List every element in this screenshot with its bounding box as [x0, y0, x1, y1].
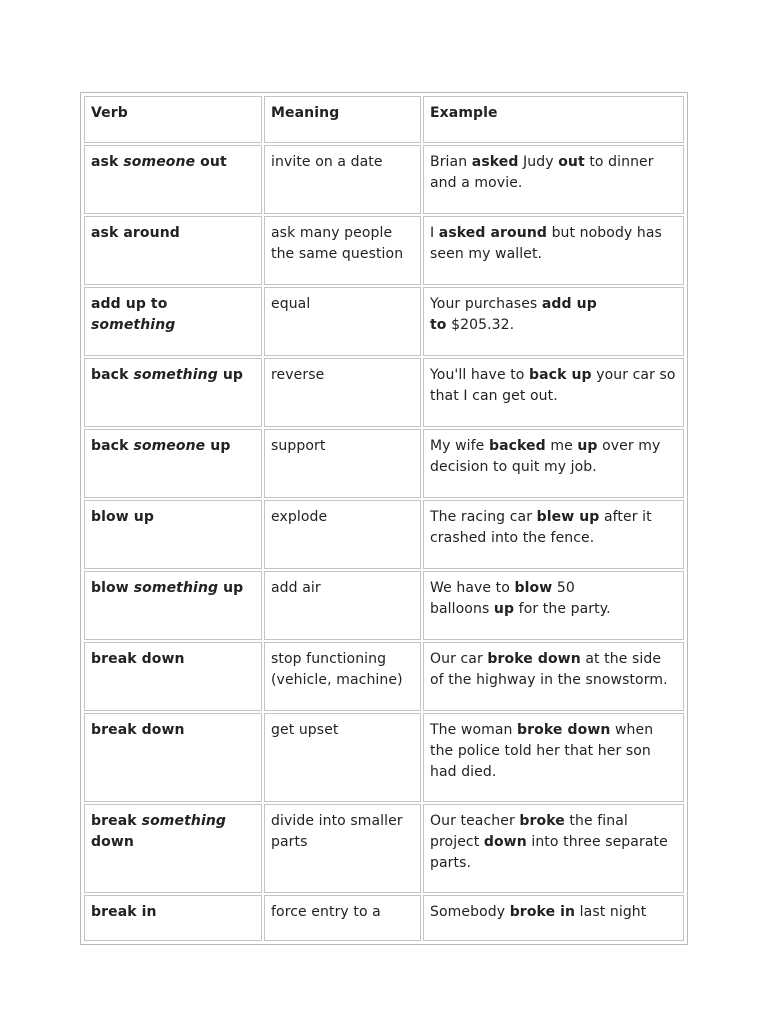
verb-cell: [84, 287, 262, 356]
table-row: [84, 713, 684, 802]
table-row: [84, 358, 684, 427]
italic-text: something: [91, 317, 176, 333]
bold-text: back: [91, 438, 134, 454]
table-row: [84, 216, 684, 285]
table-row: [84, 500, 684, 569]
bold-text: broke down: [487, 651, 581, 667]
bold-text: add up: [541, 296, 597, 312]
verb-cell: [84, 500, 262, 569]
bold-text: broke down: [517, 722, 611, 738]
meaning-cell: force entry to a: [264, 895, 421, 941]
bold-text: back: [91, 367, 134, 383]
header-verb: Verb: [84, 96, 262, 143]
example-cell: Your purchases add up to $205.32.: [423, 287, 684, 356]
verb-cell: [84, 429, 262, 498]
table-row: [84, 804, 684, 893]
meaning-cell: divide into smaller parts: [264, 804, 421, 893]
bold-text: break down: [91, 722, 185, 738]
bold-text: down: [483, 834, 527, 850]
meaning-cell: get upset: [264, 713, 421, 802]
bold-text: break down: [91, 651, 185, 667]
bold-text: asked around: [438, 225, 548, 241]
example-cell: We have to blow 50 balloons up for the party.: [423, 571, 684, 640]
table-row: [84, 429, 684, 498]
meaning-cell: invite on a date: [264, 145, 421, 214]
example-cell: Our car broke down at the side of the highway in the snowstorm.: [423, 642, 684, 711]
bold-text: up: [218, 580, 244, 596]
table-body: [84, 96, 684, 941]
italic-text: something: [133, 367, 218, 383]
bold-text: up: [217, 367, 244, 383]
bold-text: up: [205, 438, 231, 454]
meaning-cell: equal: [264, 287, 421, 356]
example-cell: Somebody broke in last night: [423, 895, 684, 941]
header-example: Example: [423, 96, 684, 143]
bold-text: break: [91, 813, 142, 829]
bold-text: blow up: [91, 509, 154, 525]
bold-text: ask: [91, 154, 124, 170]
italic-text: something: [141, 813, 227, 829]
verb-cell: [84, 358, 262, 427]
example-cell: Our teacher broke the final project down into three separate parts.: [423, 804, 684, 893]
bold-text: add up to: [91, 296, 168, 312]
header-row: [84, 96, 684, 143]
bold-text: up: [493, 601, 515, 617]
verb-cell: [84, 804, 262, 893]
example-cell: The woman broke down when the police told her that her son had died.: [423, 713, 684, 802]
bold-text: to: [430, 317, 447, 333]
bold-text: down: [91, 834, 134, 850]
bold-text: break in: [91, 904, 157, 920]
bold-text: out: [195, 154, 227, 170]
header-meaning: Meaning: [264, 96, 421, 143]
example-cell: You'll have to back up your car so that I can get out.: [423, 358, 684, 427]
italic-text: someone: [133, 438, 206, 454]
bold-text: broke: [519, 813, 565, 829]
verb-cell: [84, 642, 262, 711]
table-row: [84, 895, 684, 941]
bold-text: backed: [488, 438, 546, 454]
bold-text: blow: [91, 580, 134, 596]
meaning-cell: explode: [264, 500, 421, 569]
bold-text: blow: [514, 580, 553, 596]
meaning-cell: stop functioning (vehicle, machine): [264, 642, 421, 711]
bold-text: blew up: [536, 509, 600, 525]
italic-text: something: [133, 580, 219, 596]
phrasal-verbs-table: [80, 92, 688, 945]
example-cell: The racing car blew up after it crashed into the fence.: [423, 500, 684, 569]
table-row: [84, 571, 684, 640]
bold-text: back up: [529, 367, 592, 383]
example-cell: Brian asked Judy out to dinner and a movie.: [423, 145, 684, 214]
bold-text: out: [558, 154, 585, 170]
table-row: [84, 287, 684, 356]
verb-cell: [84, 713, 262, 802]
meaning-cell: support: [264, 429, 421, 498]
table-row: [84, 642, 684, 711]
bold-text: asked: [471, 154, 519, 170]
italic-text: someone: [123, 154, 196, 170]
example-cell: I asked around but nobody has seen my wallet.: [423, 216, 684, 285]
example-cell: My wife backed me up over my decision to quit my job.: [423, 429, 684, 498]
verb-cell: [84, 571, 262, 640]
verb-cell: [84, 216, 262, 285]
meaning-cell: ask many people the same question: [264, 216, 421, 285]
table-row: [84, 145, 684, 214]
verb-cell: [84, 895, 262, 941]
verb-cell: [84, 145, 262, 214]
meaning-cell: reverse: [264, 358, 421, 427]
bold-text: broke in: [509, 904, 576, 920]
table-grid: [82, 94, 686, 943]
meaning-cell: add air: [264, 571, 421, 640]
bold-text: up: [577, 438, 598, 454]
bold-text: ask around: [91, 225, 180, 241]
